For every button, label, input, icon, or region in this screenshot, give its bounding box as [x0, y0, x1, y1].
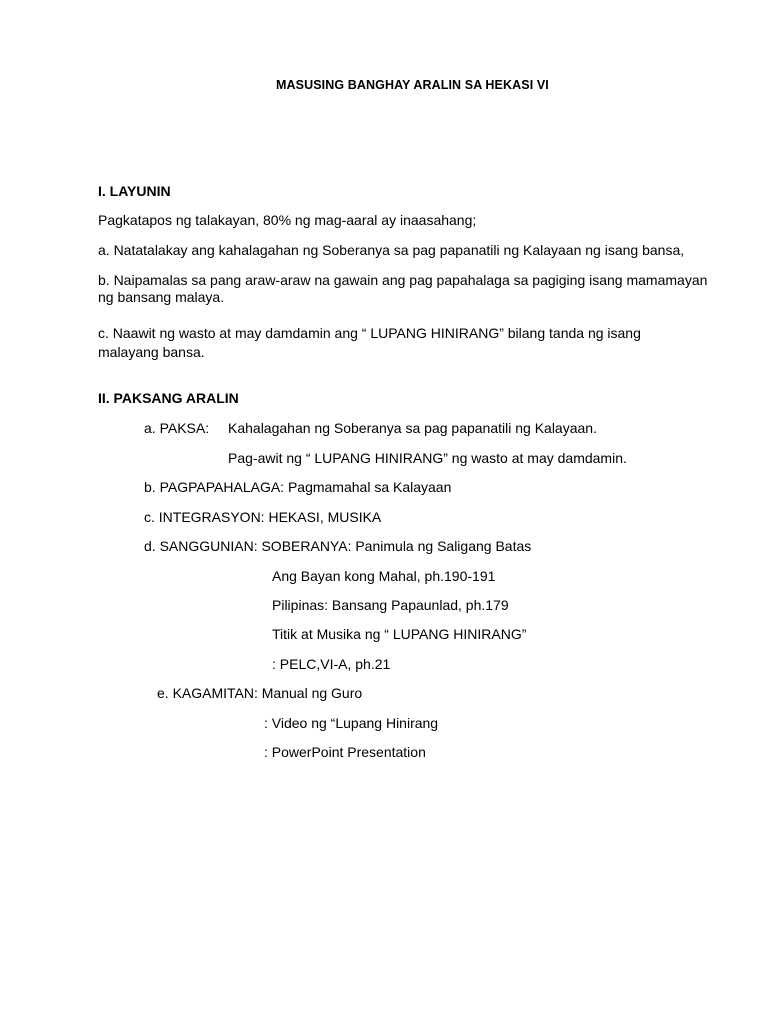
section-heading-paksang-aralin: II. PAKSANG ARALIN — [98, 390, 239, 406]
sanggunian-line: d. SANGGUNIAN: SOBERANYA: Panimula ng Saligang Batas — [144, 538, 532, 554]
sanggunian-line-5: : PELC,VI-A, ph.21 — [272, 656, 391, 672]
kagamitan-line-3: : PowerPoint Presentation — [264, 744, 426, 760]
layunin-intro: Pagkatapos ng talakayan, 80% ng mag-aaral ay inaasahang; — [98, 212, 477, 228]
integrasyon-line: c. INTEGRASYON: HEKASI, MUSIKA — [144, 509, 382, 525]
section-heading-layunin: I. LAYUNIN — [98, 183, 171, 199]
pagpapahalaga-line: b. PAGPAPAHALAGA: Pagmamahal sa Kalayaan — [144, 479, 452, 495]
paksa-line2: Pag-awit ng “ LUPANG HINIRANG” ng wasto at may damdamin. — [228, 450, 627, 466]
document-title: MASUSING BANGHAY ARALIN SA HEKASI VI — [276, 78, 549, 92]
sanggunian-line-2: Ang Bayan kong Mahal, ph.190-191 — [272, 568, 496, 584]
kagamitan-line: e. KAGAMITAN: Manual ng Guro — [157, 685, 363, 701]
layunin-item-b-line2: ng bansang malaya. — [98, 289, 225, 305]
paksa-label: a. PAKSA: — [144, 420, 210, 436]
layunin-item-b-line1: b. Naipamalas sa pang araw-araw na gawain ang pag papahalaga sa pagiging isang mamamayan — [98, 272, 708, 288]
sanggunian-line-3: Pilipinas: Bansang Papaunlad, ph.179 — [272, 597, 509, 613]
layunin-item-c-line1: c. Naawit ng wasto at may damdamin ang “ LUPANG HINIRANG” bilang tanda ng isang — [98, 325, 641, 341]
layunin-item-a: a. Natatalakay ang kahalagahan ng Soberanya sa pag papanatili ng Kalayaan ng isang bansa, — [98, 242, 685, 258]
paksa-line1: Kahalagahan ng Soberanya sa pag papanatili ng Kalayaan. — [228, 420, 597, 436]
layunin-item-c-line2: malayang bansa. — [98, 344, 205, 360]
kagamitan-line-2: : Video ng “Lupang Hinirang — [264, 715, 439, 731]
sanggunian-line-4: Titik at Musika ng “ LUPANG HINIRANG” — [272, 626, 527, 642]
